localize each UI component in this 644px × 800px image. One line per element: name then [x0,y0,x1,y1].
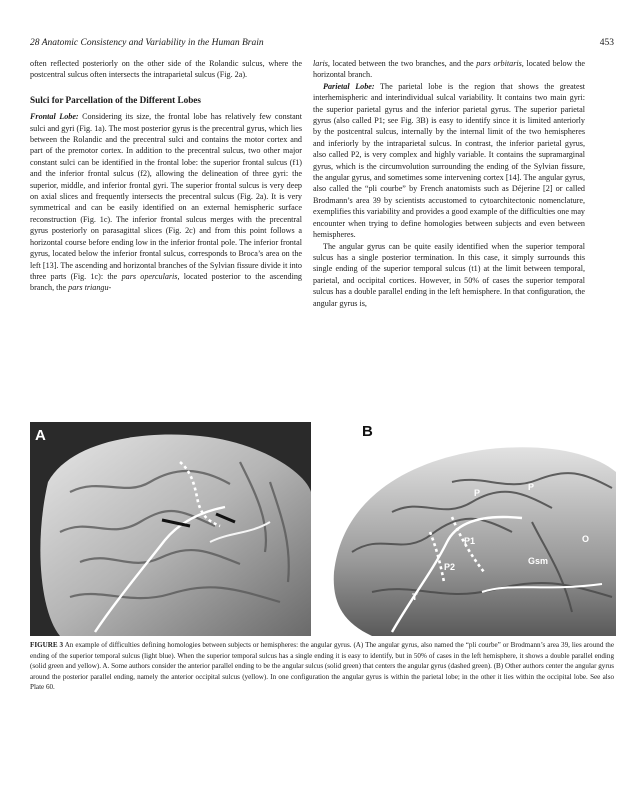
right-column [313,58,585,309]
paragraph-text: located below the horizontal branch. [313,59,585,80]
paragraph-text: located between the two branches, and the [329,59,477,68]
term: pars triangu- [68,283,112,293]
annotation-label: P2 [444,562,456,572]
figure-number: FIGURE 3 [30,641,64,649]
figure-3 [30,422,614,636]
term: pars opercularis, [121,271,180,281]
term: pars orbitaris, [476,59,524,68]
paragraph: often reflected posteriorly on the other side of the Rolandic sulcus, where the postcentral sulcus often intersects the intraparietal sulcus (Fig. 2a). [30,59,302,80]
annotation-label: P [474,488,481,498]
left-column [30,58,302,294]
section-heading: Sulci for Parcellation of the Different Lobes [30,94,201,105]
annotation-label: P1 [464,536,476,546]
paragraph-text: The parietal lobe is the region that shows the greatest interhemispheric and interindividual sulcal variability. It contains two main gyri: the superior parietal gyrus and the inferior parietal gyrus. The superior parietal gyrus (also called P1; see Fig. 3B) is easy to identify since it is limited anteriorly by the postcentral sulcus, internally by the internal limit of the two hemispheres and inferiorly by the intraparietal sulcus. In contrast, the inferior parietal gyrus, also called P2, is very complex and highly variable. It contains the supramarginal gyrus, which is the circumvolution surrounding the ending of the Sylvian fissure, the angular gyrus, and sometimes some intervening cortex [14]. The angular gyrus, also called the “pli courbe” by French anatomists such as Déjerine [2] or called Brodmann’s area 39 by scientists accustomed to cytoarchitectonic nomenclature, exemplifies this variability and provides a good example of the difficulties one may encounter when trying to define homologies between subjects and even between hemispheres. [313,81,586,240]
running-header [30,38,614,48]
annotation-label: T [412,592,418,602]
term: laris, [313,59,330,68]
paragraph [313,58,585,81]
annotation-label: P [528,482,535,492]
paragraph-frontal-lobe [30,111,302,294]
page-number: 453 [599,38,614,48]
brain-lateral-view-image [30,422,311,636]
annotation-label: Gsm [528,556,549,566]
caption-text: An example of difficulties defining homologies between subjects or hemispheres: the angular gyrus. (A) The angular gyrus, also named the “pli courbe” or Brodmann’s area 39, lies around the ending of the superior temporal sulcus (light blue). When the superior temporal sulcus has a single ending it is easy to identify, but in 50% of cases in the left hemisphere, it shows a double parallel ending (solid green and yellow). A. Some authors consider the anterior parallel ending to be the angular sulcus (solid green) that centers the angular gyrus (dashed green). (B) Other authors center the angular gyrus around the posterior parallel ending, namely the anterior occipital sulcus (yellow). In one configuration the angular gyrus is within the parietal lobe; in the other it lies within the occipital lobe. See also Plate 60. [30,641,614,692]
figure-panel-a [30,422,311,636]
paragraph-parietal-lobe [313,81,585,241]
paragraph: The angular gyrus can be quite easily identified when the superior temporal sulcus has a single posterior termination. In this case, it simply surrounds this single ending of the superior temporal sulcus (t1) at the limit between temporal, parietal, and occipital cortices. However, in 50% of cases the superior temporal sulcus has a double parallel ending in the left hemisphere. In that configuration, the angular gyrus is, [313,241,585,308]
brain-posterior-view-image [332,422,616,636]
runin-heading: Parietal Lobe: [323,81,375,91]
paragraph-text: Considering its size, the frontal lobe has relatively few constant sulci and gyri (Fig. 1a). The most posterior gyrus is the precentral gyrus, which lies between the Rolandic and the precentral sulci and contains the motor cortex and part of the premotor cortex. In addition to the precentral sulcus, two other major constant sulci can be identified in the frontal lobe: the superior frontal sulcus (f1) and the inferior frontal sulcus (f2), allowing the delineation of three gyri: the superior, middle, and inferior frontal gyri. The superior frontal sulcus is very deep on axial slices and frequently intersects the precentral sulcus (Fig. 2a). It is very symmetrical and can be easily identified on an external hemispheric surface reconstruction (Fig. 1c). The inferior frontal sulcus merges with the precentral gyrus posteriorly on parasagittal slices (Fig. 2c) and from this point follows a horizontal course before ending low in the inferior frontal pole. The inferior frontal gyrus, located below the inferior frontal sulcus, corresponds to Broca’s area on the left [13]. The ascending and horizontal branches of the Sylvian fissure divide it into three parts (Fig. 1c): the [30,112,302,281]
runin-heading: Frontal Lobe: [30,112,79,122]
panel-label-a: A [35,427,46,444]
figure-panel-b [332,422,616,636]
figure-caption [30,640,614,693]
paragraph-text: located posterior to the ascending branch, the [30,271,302,293]
annotation-label: O [582,534,590,544]
panel-label-b: B [362,423,373,440]
chapter-title: 28 Anatomic Consistency and Variability in the Human Brain [30,38,264,48]
